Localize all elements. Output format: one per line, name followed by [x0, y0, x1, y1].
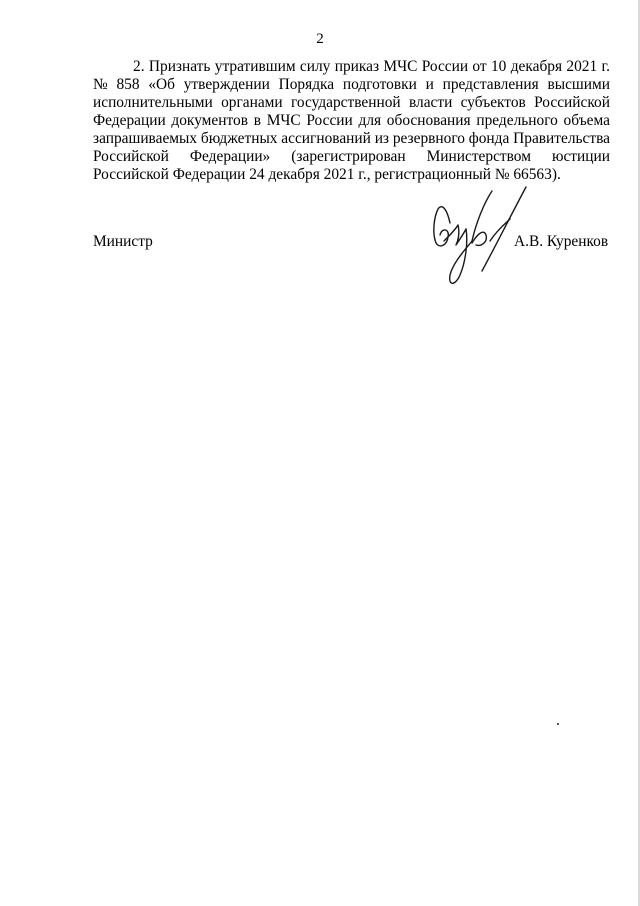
paragraph-word: г. [601, 58, 610, 75]
paragraph-word: из [374, 130, 390, 147]
paragraph-word: субъектов [460, 94, 526, 111]
paragraph-word: фонда [468, 130, 510, 147]
paragraph-line [93, 76, 610, 94]
paragraph-word: 10 [490, 58, 507, 75]
paragraph-word: объема [563, 112, 610, 129]
paragraph-word: приказ [334, 58, 380, 75]
paragraph-word: России [306, 112, 353, 129]
paragraph-word: Федерации [93, 112, 166, 129]
paragraph-line [93, 58, 610, 76]
paragraph-word: для [358, 112, 382, 129]
position-title: Министр [93, 233, 153, 250]
paragraph-word: власти [408, 94, 453, 111]
paragraph-word: бюджетных [200, 130, 278, 147]
paragraph-word: Порядка [278, 76, 335, 93]
paragraph-word: предельного [476, 112, 558, 129]
paragraph-line [93, 94, 610, 112]
paragraph-word: утверждении [183, 76, 270, 93]
paragraph-word: органами [221, 94, 283, 111]
paragraph-line [93, 112, 610, 130]
paragraph-word: от [472, 58, 487, 75]
paragraph-word: в [253, 112, 261, 129]
page-number: 2 [316, 31, 324, 47]
paragraph-word: запрашиваемых [93, 130, 198, 147]
scan-speck [557, 723, 559, 725]
paragraph-word: Министерством [426, 148, 531, 165]
paragraph-word: России [421, 58, 469, 75]
paragraph-word: декабря [510, 58, 563, 75]
paragraph-line [93, 148, 610, 166]
paragraph-word: государственной [290, 94, 401, 111]
paragraph-word: исполнительными [93, 94, 213, 111]
paragraph-word: № [93, 76, 108, 93]
paragraph-word: Правительства [513, 130, 610, 147]
paragraph-word: (зарегистрирован [291, 148, 406, 165]
paragraph-word: юстиции [551, 148, 610, 165]
paragraph-word: ассигнований [281, 130, 371, 147]
paragraph-word: МЧС [383, 58, 418, 75]
paragraph-word: МЧС [266, 112, 301, 129]
paragraph-word: 2021 [566, 58, 598, 75]
paragraph-word: Российской [93, 148, 169, 165]
paragraph-word: «Об [148, 76, 175, 93]
paragraph-word: резервного [392, 130, 465, 147]
paragraph-word: 858 [116, 76, 140, 93]
paragraph-word: Признать [148, 58, 211, 75]
paragraph-word: документов [171, 112, 248, 129]
paragraph-word: подготовки [342, 76, 417, 93]
paragraph-word: обоснования [386, 112, 471, 129]
paragraph-word: утратившим [214, 58, 296, 75]
paragraph-word: Федерации» [189, 148, 271, 165]
paragraph-word: силу [299, 58, 331, 75]
paragraph-word: высшими [547, 76, 610, 93]
paragraph-line [93, 130, 610, 148]
paragraph-last-line: Российской Федерации 24 декабря 2021 г., регистрационный № 66563). [93, 166, 561, 183]
paragraph-word: 2. [133, 58, 145, 75]
paragraph-word: представления [442, 76, 539, 93]
paragraph-word: и [425, 76, 434, 93]
paragraph-word: Российской [534, 94, 610, 111]
signatory-name: А.В. Куренков [514, 233, 609, 250]
